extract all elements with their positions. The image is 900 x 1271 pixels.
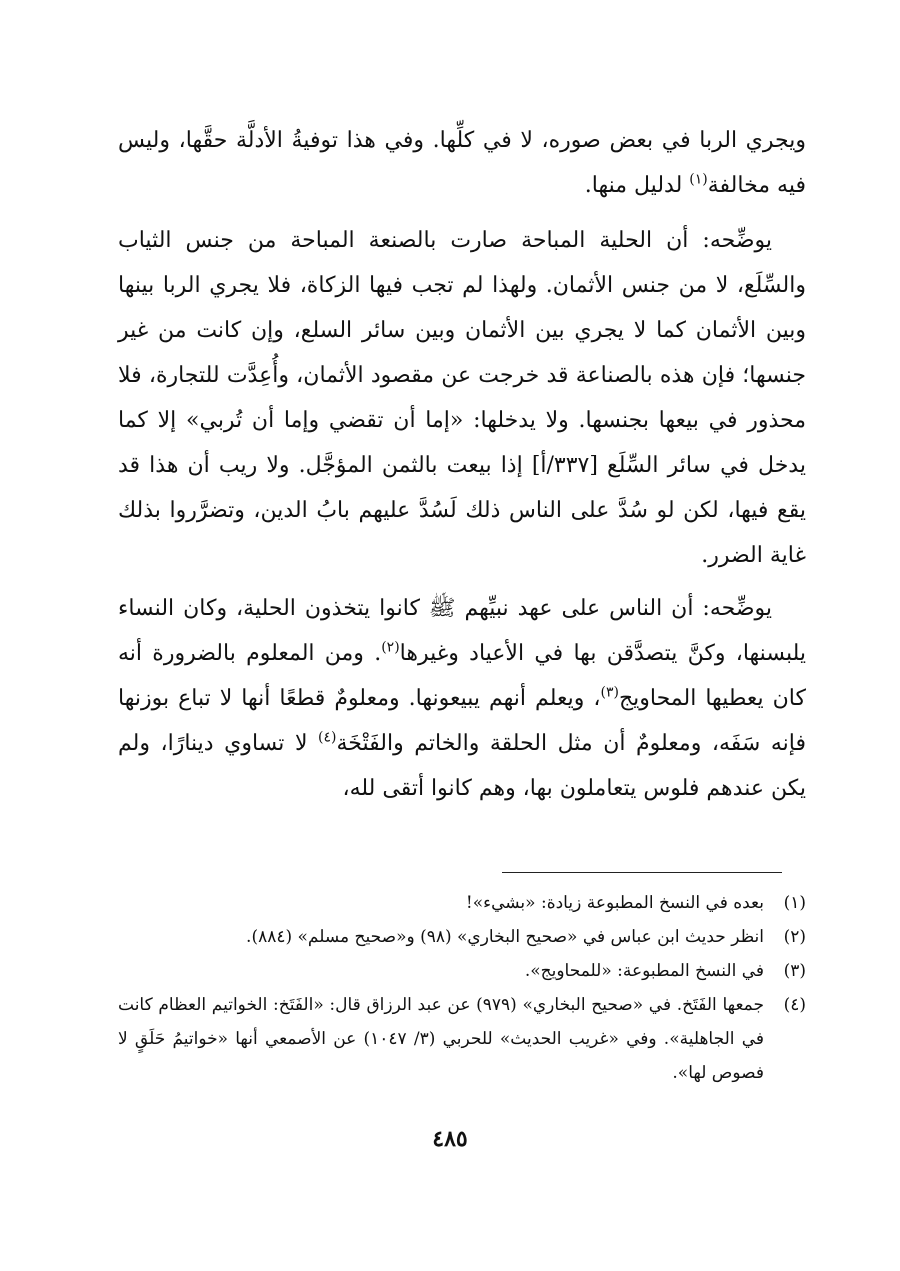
text-run: ، ويعلم أنهم يبيعونها. ومعلومٌ قطعًا أنها لا تباع بوزنها فإنه سَفَه، ومعلومٌ أن مثل الحلقة والخاتم والفَتْخَة: [118, 686, 806, 756]
footnote-number: (٢): [783, 927, 806, 947]
text-run: ويجري الربا في بعض صوره، لا في كلِّها. وفي هذا توفيةُ الأدلَّة حقَّها، وليس فيه مخالفة: [118, 128, 806, 198]
text-run: لدليل منها.: [584, 173, 690, 198]
paragraph-1: [118, 118, 806, 208]
footnote-text: في النسخ المطبوعة: «للمحاويج».: [524, 961, 764, 981]
footnote-ref-4[interactable]: (٤): [318, 729, 337, 746]
footnotes: [118, 886, 806, 1090]
page-number: ٤٨٥: [432, 1126, 468, 1152]
footnote-text: جمعها الفَتَخ. في «صحيح البخاري» (٩٧٩) عن عبد الرزاق قال: «الفَتَخ: الخواتيم العظام كانت في الجاهلية». وفي «غريب الحديث» للحربي (٣/ ١٠٤٧) عن الأصمعي أنها «خواتيمُ حَلَقٍ لا فصوص لها».: [118, 995, 764, 1083]
main-text: [118, 118, 806, 819]
footnote-ref-1[interactable]: (١): [689, 171, 708, 188]
footnote-3: [118, 954, 806, 988]
footnote-number: (٤): [783, 995, 806, 1015]
text-run: . ومن المعلوم بالضرورة أنه كان يعطيها المحاويج: [118, 641, 806, 711]
footnote-4: [118, 988, 806, 1090]
footnote-ref-2[interactable]: (٢): [381, 639, 400, 656]
paragraph-2: [118, 218, 806, 578]
footnote-ref-3[interactable]: (٣): [600, 684, 619, 701]
text-run: يوضِّحه: أن الحلية المباحة صارت بالصنعة المباحة من جنس الثياب والسِّلَع، لا من جنس الأثمان. ولهذا لم تجب فيها الزكاة، فلا يجري الربا بينها وبين الأثمان كما لا يجري بين الأثمان وبين سائر السلع، وإن كانت من غير جنسها؛ فإن هذه بالصناعة قد خرجت عن مقصود الأثمان، وأُعِدَّت للتجارة، فلا محذور في بيعها بجنسها. ولا يدخلها: «إما أن تقضي وإما أن تُربي» إلا كما يدخل في سائر السِّلَع [٣٣٧/أ] إذا بيعت بالثمن المؤجَّل. ولا ريب أن هذا قد يقع فيها، لكن لو سُدَّ على الناس ذلك لَسُدَّ عليهم بابُ الدين، وتضرَّروا بذلك غاية الضرر.: [118, 228, 806, 568]
footnote-number: (١): [783, 893, 806, 913]
text-run: لا تساوي دينارًا، ولم يكن عندهم فلوس يتعاملون بها، وهم كانوا أتقى لله،: [118, 731, 806, 801]
text-run: يوضِّحه: أن الناس على عهد نبيِّهم ﷺ كانوا يتخذون الحلية، وكان النساء يلبسنها، وكنَّ يتصدَّقن بها في الأعياد وغيرها: [118, 596, 806, 666]
footnote-divider: [502, 872, 782, 873]
footnote-1: [118, 886, 806, 920]
footnote-number: (٣): [783, 961, 806, 981]
paragraph-3: [118, 586, 806, 811]
footnote-text: بعده في النسخ المطبوعة زيادة: «بشيء»!: [465, 893, 764, 913]
footnote-2: [118, 920, 806, 954]
footnote-text: انظر حديث ابن عباس في «صحيح البخاري» (٩٨) و«صحيح مسلم» (٨٨٤).: [246, 927, 764, 947]
